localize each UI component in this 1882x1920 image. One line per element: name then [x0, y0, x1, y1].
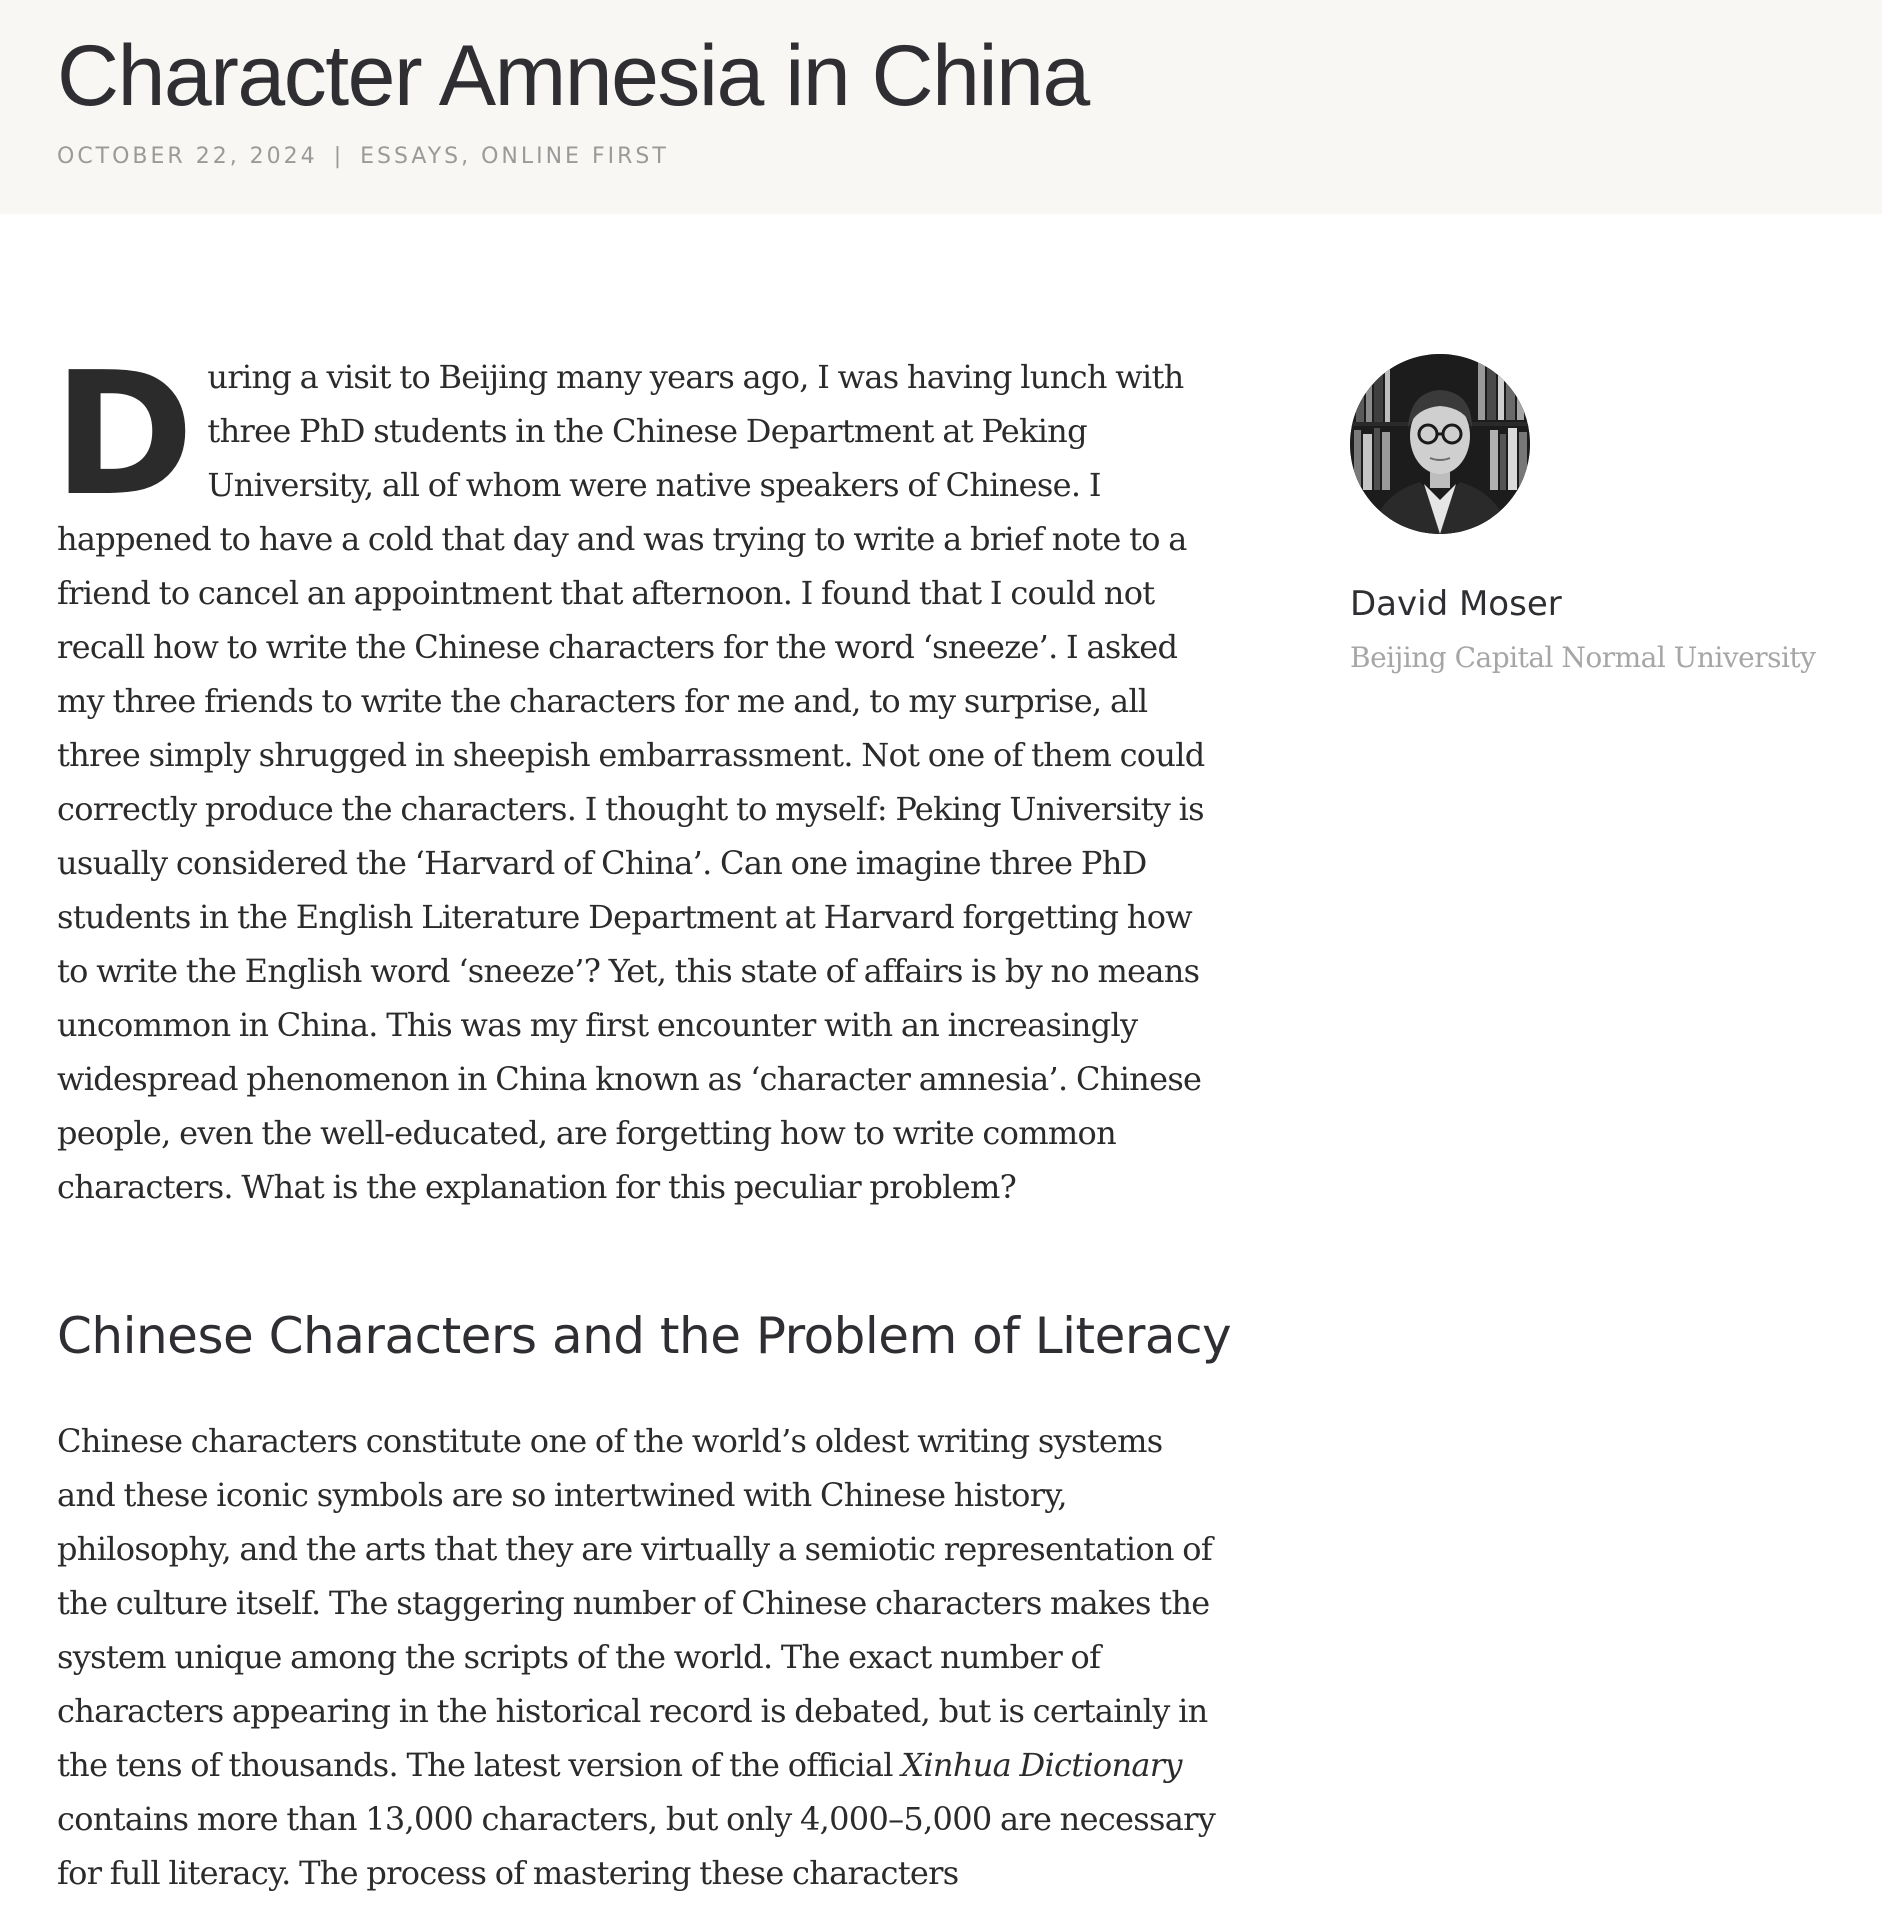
article-body — [53, 336, 1232, 1900]
author-avatar — [1350, 354, 1530, 534]
meta-separator: | — [333, 144, 345, 169]
italic-title: Xinhua Dictionary — [901, 1746, 1182, 1784]
section-heading: Chinese Characters and the Problem of Literacy — [57, 1307, 1232, 1365]
article-paragraph — [53, 336, 1217, 1214]
page-title: Character Amnesia in China — [57, 28, 1089, 124]
paragraph-text: Chinese characters constitute one of the world’s oldest writing systems and these iconic symbols are so intertwined with Chinese history, philosophy, and the arts that they are virtually a semiotic representation of the culture itself. The staggering number of Chinese characters makes the system unique among the scripts of the world. The exact number of characters appearing in the historical record is debated, but is certainly in the tens of thousands. The latest version of the official — [57, 1422, 1212, 1784]
post-categories[interactable]: ESSAYS, ONLINE FIRST — [360, 144, 669, 169]
paragraph-text: contains more than 13,000 characters, but only 4,000–5,000 are necessary for full literacy. The process of mastering these characters — [57, 1800, 1216, 1892]
post-date: OCTOBER 22, 2024 — [57, 144, 318, 169]
page-header — [0, 0, 1882, 214]
author-portrait-icon — [1350, 354, 1530, 534]
author-affiliation: Beijing Capital Normal University — [1350, 641, 1816, 674]
drop-cap: D — [53, 336, 194, 534]
paragraph-text: uring a visit to Beijing many years ago, I was having lunch with three PhD students in the Chinese Department at Peking University, all of whom were native speakers of Chinese. I happened to have a cold that day and was trying to write a brief note to a friend to cancel an appointment that afternoon. I found that I could not recall how to write the Chinese characters for the word ‘sneeze’. I asked my three friends to write the characters for me and, to my surprise, all three simply shrugged in sheepish embarrassment. Not one of them could correctly produce the characters. I thought to myself: Peking University is usually considered the ‘Harvard of China’. Can one imagine three PhD students in the English Literature Department at Harvard forgetting how to write the English word ‘sneeze’? Yet, this state of affairs is by no means uncommon in China. This was my first encounter with an increasingly widespread phenomenon in China known as ‘character amnesia’. Chinese people, even the well-educated, are forgetting how to write common characters. What is the explanation for this peculiar problem? — [57, 358, 1205, 1206]
post-meta — [57, 142, 669, 172]
article-paragraph — [57, 1414, 1217, 1900]
author-name[interactable]: David Moser — [1350, 584, 1562, 624]
